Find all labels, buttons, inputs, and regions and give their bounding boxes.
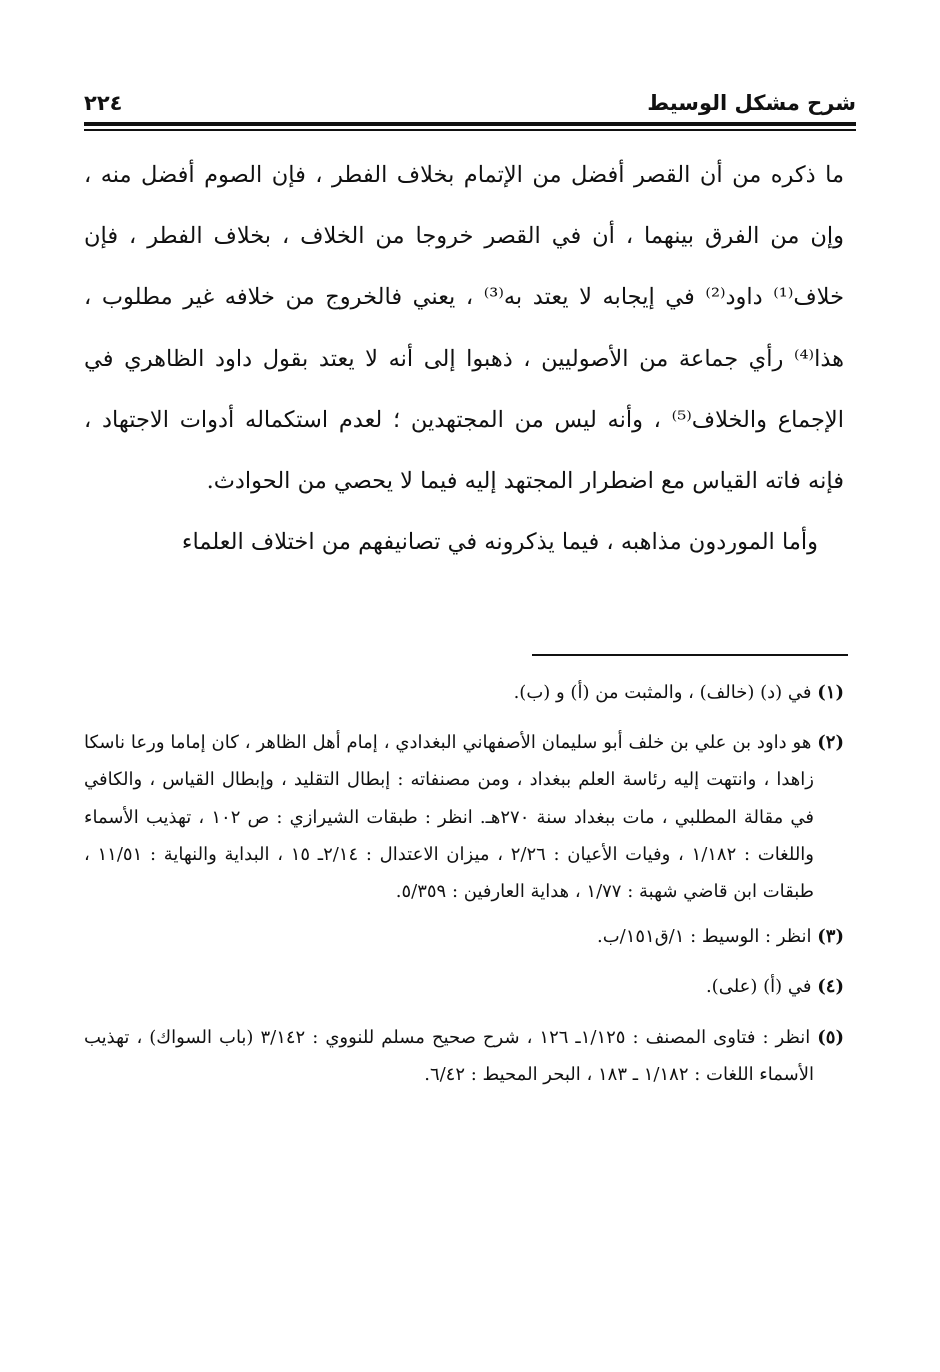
- paragraph-2: وأما الموردون مذاهبه ، فيما يذكرونه في تصانيفهم من اختلاف العلماء: [181, 529, 818, 556]
- header-rule-thick: [84, 122, 856, 126]
- footnote-number: (١): [817, 682, 844, 703]
- footnote-5: [84, 1019, 844, 1093]
- footnote-number: (٤): [817, 976, 844, 998]
- footnote-text: في (د) (خالف) ، والمثبت من (أ) و (ب).: [513, 682, 812, 703]
- footnote-number: (٢): [817, 732, 844, 754]
- paragraph-1: ما ذكره من أن القصر أفضل من الإتمام بخلاف الفطر ، فإن الصوم أفضل منه ، وإن من الفرق بينهما ، أن في القصر خروجا من الخلاف ، بخلاف الفطر ، فإن خلاف⁽¹⁾ داود⁽²⁾ في إيجابه لا يعتد به⁽³⁾ ، يعني فالخروج من خلافه غير مطلوب ، هذا⁽⁴⁾ رأي جماعة من الأصوليين ، ذهبوا إلى أنه لا يعتد بقول داود الظاهري في الإجماع والخلاف⁽⁵⁾ ، وأنه ليس من المجتهدين ؛ لعدم استكماله أدوات الاجتهاد ، فإنه فاته القياس مع اضطرار المجتهد إليه فيما لا يحصي من الحوادث.: [84, 162, 844, 495]
- footnote-text: انظر : فتاوى المصنف : ١/١٢٥ـ ١٢٦ ، شرح صحيح مسلم للنووي : ٣/١٤٢ (باب السواك) ، تهذيب الأسماء اللغات : ١/١٨٢ ـ ١٨٣ ، البحر المحيط : ٦/٤٢.: [84, 1026, 814, 1085]
- footnote-number: (٣): [817, 926, 844, 948]
- footnote-text: انظر : الوسيط : ١/ق١٥١/ب.: [596, 926, 812, 948]
- footnote-separator: [532, 654, 848, 656]
- book-title: شرح مشكل الوسيط: [647, 91, 856, 115]
- footnote-3: [84, 918, 844, 955]
- footnote-1: [84, 674, 844, 711]
- header-rule-thin: [84, 129, 856, 131]
- footnote-text: هو داود بن علي بن خلف أبو سليمان الأصفهاني البغدادي ، إمام أهل الظاهر ، كان إماما ورعا ناسكا زاهدا ، وانتهت إليه رئاسة العلم ببغداد ، ومن مصنفاته : إبطال التقليد ، وإبطال القياس ، والكافي في مقالة المطلبي ، مات ببغداد سنة ٢٧٠هـ. انظر : طبقات الشيرازي : ص ١٠٢ ، تهذيب الأسماء واللغات : ١/١٨٢ ، وفيات الأعيان : ٢/٢٦ ، ميزان الاعتدال : ٢/١٤ـ ١٥ ، البداية والنهاية : ١١/٥١ ، طبقات ابن قاضي شهبة : ١/٧٧ ، هداية العارفين : ٥/٣٥٩.: [84, 732, 815, 903]
- page-number: ٢٢٤: [84, 91, 123, 115]
- footnote-4: [84, 968, 844, 1005]
- footnotes: [84, 674, 844, 1101]
- footnote-text: في (أ) (على).: [705, 976, 812, 998]
- main-text: [84, 145, 844, 573]
- footnote-2: [84, 724, 844, 910]
- running-header: [84, 88, 856, 118]
- footnote-number: (٥): [817, 1026, 844, 1048]
